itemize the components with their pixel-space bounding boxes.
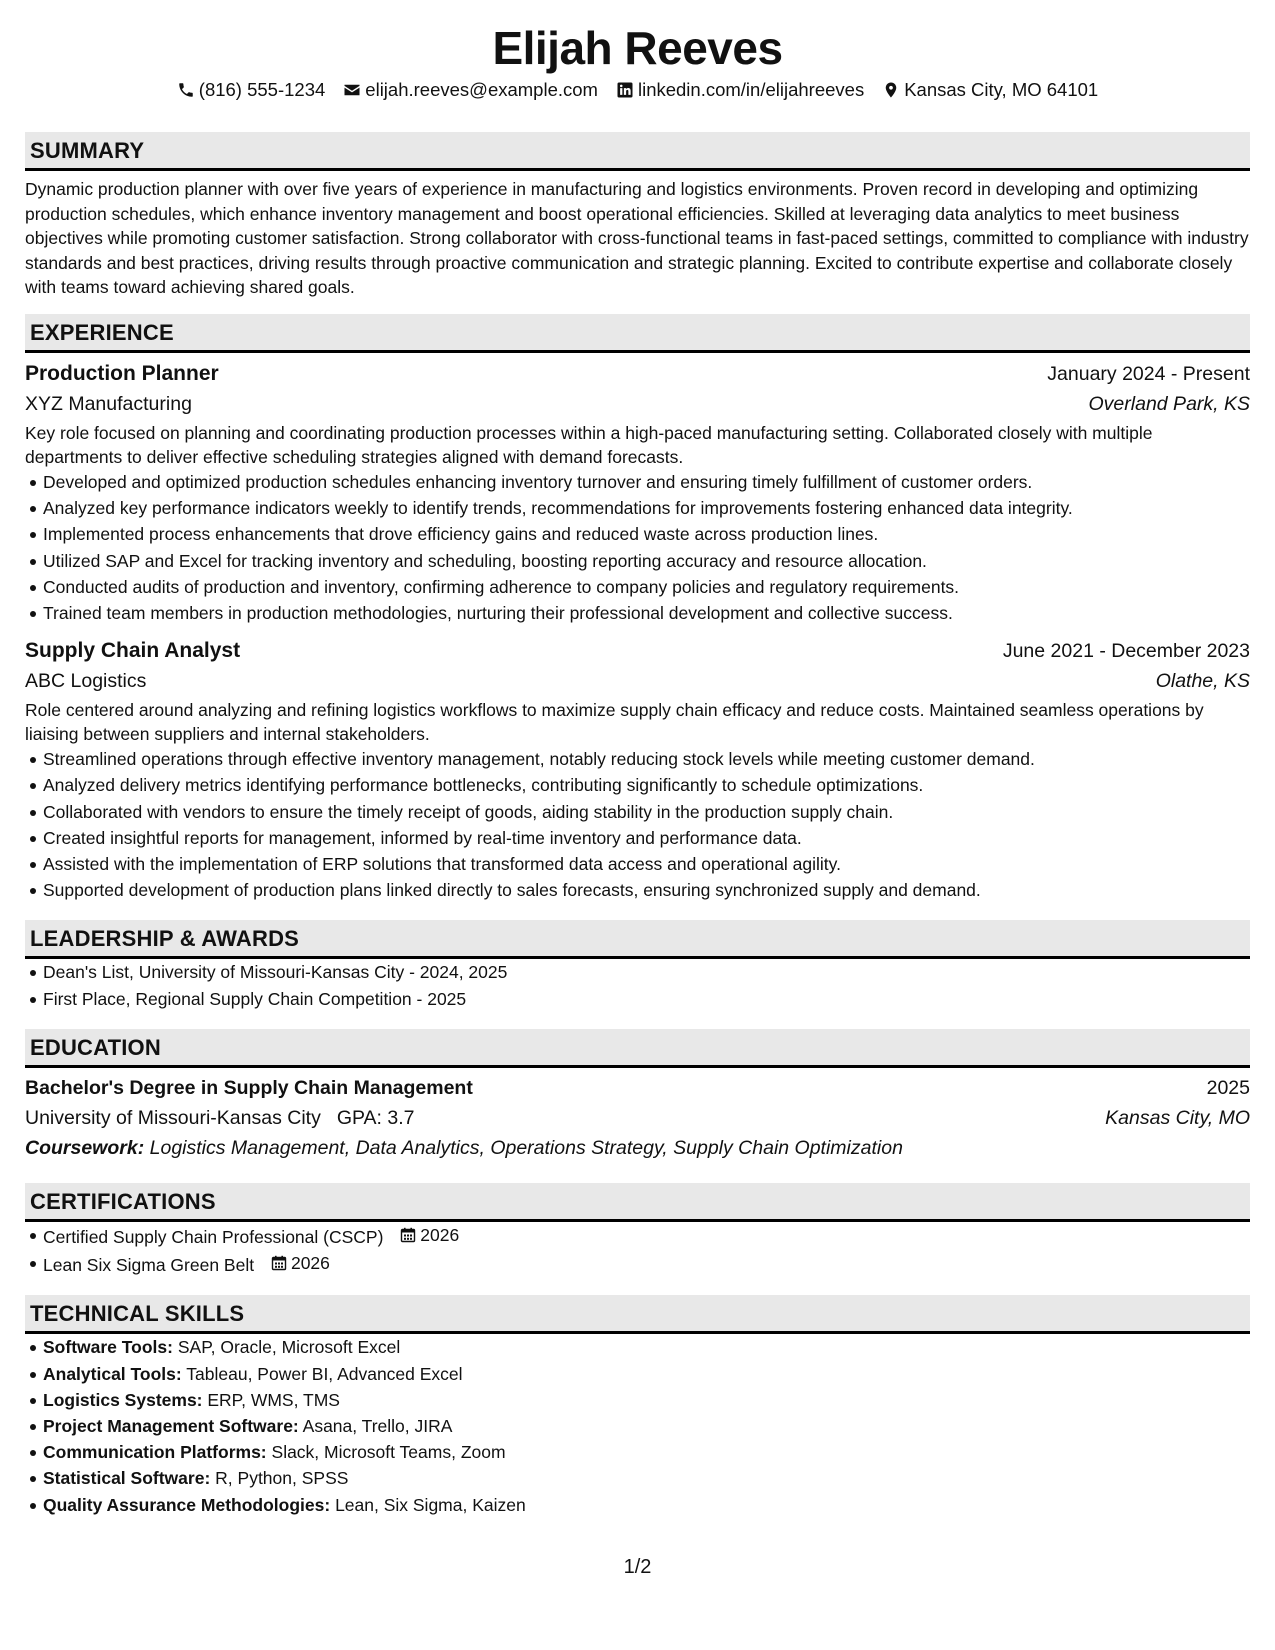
calendar-icon: [271, 1255, 287, 1271]
job-entry: [25, 359, 1250, 626]
list-item: Developed and optimized production schedules enhancing inventory turnover and ensuring timely fulfillment of customer orders.: [43, 469, 1250, 495]
list-item: [43, 1250, 1250, 1278]
cert-name: Lean Six Sigma Green Belt: [43, 1255, 255, 1276]
school-name: University of Missouri-Kansas City: [25, 1106, 321, 1129]
skill-label: Logistics Systems:: [43, 1389, 203, 1410]
job-location: Olathe, KS: [1155, 670, 1250, 693]
contact-linkedin-text[interactable]: linkedin.com/in/elijahreeves: [637, 79, 865, 100]
job-location: Overland Park, KS: [1088, 392, 1250, 415]
skill-label: Project Management Software:: [43, 1416, 299, 1437]
job-title: Supply Chain Analyst: [25, 639, 241, 663]
contact-linkedin[interactable]: [616, 77, 864, 103]
school-location: Kansas City, MO: [1105, 1106, 1250, 1129]
certifications-list: [25, 1222, 1250, 1279]
list-item: Collaborated with vendors to ensure the timely receipt of goods, aiding stability in the production supply chain.: [43, 799, 1250, 825]
candidate-name: Elijah Reeves: [492, 22, 783, 74]
summary-heading: SUMMARY: [25, 132, 1250, 171]
envelope-icon: [343, 81, 361, 99]
job-title: Production Planner: [25, 361, 219, 385]
skills-section: [25, 1295, 1250, 1517]
job-description: Role centered around analyzing and refining logistics workflows to maximize supply chain efficacy and reduce costs. Maintained seamless operations by liaising between suppliers and internal stakeholders.: [25, 700, 1204, 745]
list-item: [43, 1413, 1250, 1439]
list-item: [43, 1465, 1250, 1491]
contact-location: [882, 77, 1098, 103]
skill-value: Slack, Microsoft Teams, Zoom: [271, 1442, 506, 1463]
list-item: [43, 1492, 1250, 1518]
job-dates: January 2024 - Present: [1047, 362, 1250, 385]
leadership-heading: LEADERSHIP & AWARDS: [25, 920, 1250, 959]
list-item: [43, 1439, 1250, 1465]
linkedin-icon: [616, 81, 634, 99]
list-item: Trained team members in production methodologies, nurturing their professional development and collective success.: [43, 600, 1250, 626]
summary-section: [25, 132, 1250, 300]
map-marker-icon: [882, 81, 900, 99]
resume-page: [25, 20, 1250, 1518]
skills-heading: TECHNICAL SKILLS: [25, 1295, 1250, 1334]
gpa: GPA: 3.7: [336, 1106, 415, 1129]
list-item: Utilized SAP and Excel for tracking inventory and scheduling, boosting reporting accuracy and resource allocation.: [43, 548, 1250, 574]
skill-label: Statistical Software:: [43, 1468, 211, 1489]
education-heading: EDUCATION: [25, 1029, 1250, 1068]
job-bullets: [25, 746, 1250, 903]
leadership-section: [25, 920, 1250, 1011]
list-item: [43, 1334, 1250, 1360]
list-item: Created insightful reports for management, informed by real-time inventory and performance data.: [43, 825, 1250, 851]
certifications-section: [25, 1183, 1250, 1279]
list-item: Conducted audits of production and inventory, confirming adherence to company policies and regulatory requirements.: [43, 574, 1250, 600]
job-entry: [25, 636, 1250, 903]
coursework-label: Coursework:: [25, 1136, 145, 1159]
leadership-list: [25, 959, 1250, 1011]
certifications-heading: CERTIFICATIONS: [25, 1183, 1250, 1222]
education-section: [25, 1029, 1250, 1163]
list-item: Analyzed key performance indicators weekly to identify trends, recommendations for improvements fostering enhanced data integrity.: [43, 495, 1250, 521]
job-description: Key role focused on planning and coordinating production processes within a high-paced manufacturing setting. Collaborated closely with multiple departments to deliver effective scheduling strategies aligned with demand forecasts.: [25, 422, 1153, 467]
experience-section: [25, 314, 1250, 903]
job-company: XYZ Manufacturing: [25, 392, 192, 415]
job-bullets: [25, 469, 1250, 626]
skill-label: Quality Assurance Methodologies:: [43, 1494, 331, 1515]
skill-value: SAP, Oracle, Microsoft Excel: [177, 1337, 401, 1358]
list-item: [43, 1387, 1250, 1413]
contact-email-text[interactable]: elijah.reeves@example.com: [365, 79, 598, 100]
skill-value: ERP, WMS, TMS: [207, 1389, 340, 1410]
contact-phone: [177, 77, 326, 103]
skill-value: Lean, Six Sigma, Kaizen: [335, 1494, 526, 1515]
cert-year: 2026: [290, 1253, 330, 1274]
coursework: [25, 1133, 1250, 1163]
skill-value: Tableau, Power BI, Advanced Excel: [186, 1363, 463, 1384]
skill-label: Software Tools:: [43, 1337, 173, 1358]
experience-heading: EXPERIENCE: [25, 314, 1250, 353]
job-dates: June 2021 - December 2023: [1002, 640, 1250, 663]
contact-email[interactable]: [343, 77, 598, 103]
list-item: [43, 1361, 1250, 1387]
contact-phone-text: (816) 555-1234: [198, 79, 326, 100]
degree-title: Bachelor's Degree in Supply Chain Management: [25, 1076, 473, 1099]
list-item: Implemented process enhancements that drove efficiency gains and reduced waste across production lines.: [43, 521, 1250, 547]
list-item: Supported development of production plans linked directly to sales forecasts, ensuring synchronized supply and demand.: [43, 877, 1250, 903]
coursework-list: Logistics Management, Data Analytics, Operations Strategy, Supply Chain Optimization: [149, 1136, 903, 1159]
contact-location-text: Kansas City, MO 64101: [904, 79, 1099, 100]
summary-text: Dynamic production planner with over five years of experience in manufacturing and logistics environments. Proven record in developing and optimizing production schedules, which enhance inventory management and boost operational efficiencies. Skilled at leveraging data analytics to meet business objectives while promoting customer satisfaction. Strong collaborator with cross-functional teams in fast-paced settings, committed to compliance with industry standards and best practices, driving results through proactive communication and strategic planning. Excited to contribute expertise and collaborate closely with teams toward achieving shared goals.: [25, 179, 1249, 298]
skills-list: [25, 1334, 1250, 1517]
list-item: Dean's List, University of Missouri-Kansas City - 2024, 2025: [43, 959, 1250, 985]
list-item: Streamlined operations through effective inventory management, notably reducing stock levels while meeting customer demand.: [43, 746, 1250, 772]
cert-year: 2026: [420, 1224, 460, 1245]
list-item: [43, 1222, 1250, 1250]
list-item: Assisted with the implementation of ERP solutions that transformed data access and operational agility.: [43, 851, 1250, 877]
list-item: First Place, Regional Supply Chain Competition - 2025: [43, 986, 1250, 1012]
skill-label: Analytical Tools:: [43, 1363, 182, 1384]
page-number: 1/2: [623, 1556, 652, 1578]
degree-year: 2025: [1206, 1076, 1250, 1099]
cert-name: Certified Supply Chain Professional (CSCP): [43, 1226, 384, 1247]
skill-value: R, Python, SPSS: [215, 1468, 349, 1489]
calendar-icon: [400, 1227, 416, 1243]
job-company: ABC Logistics: [25, 670, 147, 693]
skill-value: Asana, Trello, JIRA: [302, 1416, 453, 1437]
skill-label: Communication Platforms:: [43, 1442, 267, 1463]
contact-bar: [25, 77, 1250, 103]
list-item: Analyzed delivery metrics identifying performance bottlenecks, contributing significantly to schedule optimizations.: [43, 772, 1250, 798]
phone-icon: [177, 81, 195, 99]
